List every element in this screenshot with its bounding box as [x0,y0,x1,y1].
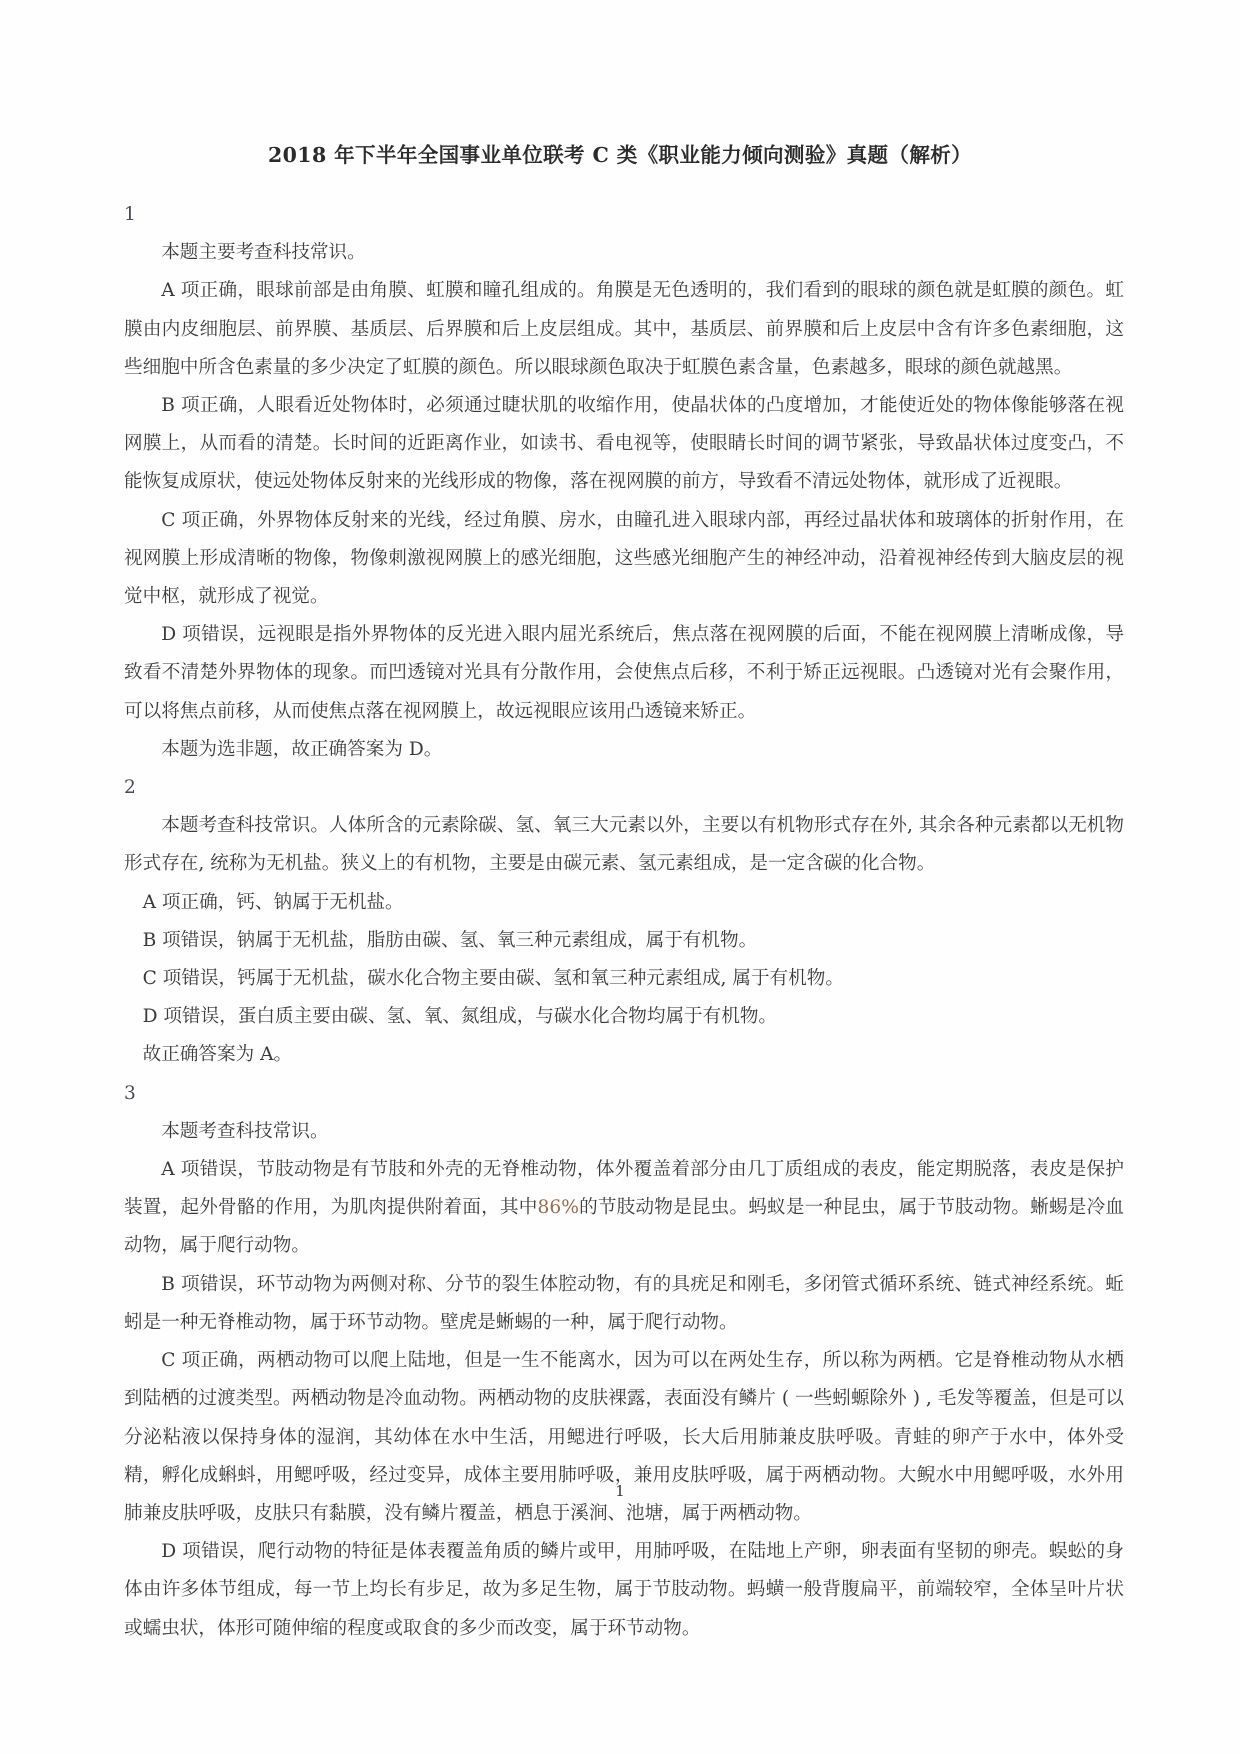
page-number: 1 [615,1482,625,1500]
question-number-3: 3 [124,1082,136,1104]
question-1-option-c: C 项正确，外界物体反射来的光线，经过角膜、房水，由瞳孔进入眼球内部，再经过晶状体和玻璃体的折射作用，在视网膜上形成清晰的物像，物像刺激视网膜上的感光细胞，这些感光细胞产生的神经冲动，沿着视神经传到大脑皮层的视觉中枢，就形成了视觉。 [124,509,1124,608]
question-1-option-a: A 项正确，眼球前部是由角膜、虹膜和瞳孔组成的。角膜是无色透明的，我们看到的眼球的颜色就是虹膜的颜色。虹膜由内皮细胞层、前界膜、基质层、后界膜和后上皮层组成。其中，基质层、前界膜和后上皮层中含有许多色素细胞，这些细胞中所含色素量的多少决定了虹膜的颜色。所以眼球颜色取决于虹膜色素含量，色素越多，眼球的颜色就越黑。 [124,280,1124,378]
page-sheet [110,0,1130,1754]
question-3-option-a [124,1151,1124,1266]
question-3-option-c: C 项正确，两栖动物可以爬上陆地，但是一生不能离水，因为可以在两处生存，所以称为两栖。它是脊椎动物从水栖到陆栖的过渡类型。两栖动物是冷血动物。两栖动物的皮肤裸露，表面没有鳞片 ( 一些蚓螈除外 ) , 毛发等覆盖，但是可以分泌粘液以保持身体的湿润，其幼体在水中生活，用鳃进行呼吸，长大后用肺兼皮肤呼吸。青蛙的卵产于水中，体外受精，孵化成蝌蚪，用鳃呼吸，经过变异，成体主要用肺呼吸，兼用皮肤呼吸，属于两栖动物。大鲵水中用鳃呼吸，水外用肺兼皮肤呼吸，皮肤只有黏膜，没有鳞片覆盖，栖息于溪涧、池塘，属于两栖动物。 [124,1350,1124,1524]
question-2-lead: 本题考查科技常识。人体所含的元素除碳、氢、氧三大元素以外，主要以有机物形式存在外, 其余各种元素都以无机物形式存在, 统称为无机盐。狭义上的有机物，主要是由碳元素、氢元素组成，是一定含碳的化合物。 [124,815,1124,875]
question-1-lead: 本题主要考查科技常识。 [161,242,366,264]
question-3-option-a-after: 的节肢动物是昆虫。蚂蚁是一种昆虫，属于节肢动物。蜥蜴是冷血动物，属于爬行动物。 [124,1197,1124,1257]
question-1-option-b: B 项正确，人眼看近处物体时，必须通过睫状肌的收缩作用，使晶状体的凸度增加，才能使近处的物体像能够落在视网膜上，从而看的清楚。长时间的近距离作业，如读书、看电视等，使眼睛长时间的调节紧张，导致晶状体过度变凸，不能恢复成原状，使远处物体反射来的光线形成的物像，落在视网膜的前方，导致看不清远处物体，就形成了近视眼。 [124,395,1124,493]
question-2-conclusion: 故正确答案为 A。 [142,1044,293,1066]
question-2-option-c: C 项错误，钙属于无机盐，碳水化合物主要由碳、氢和氧三种元素组成, 属于有机物。 [142,968,844,990]
question-2-option-d: D 项错误，蛋白质主要由碳、氢、氧、氮组成，与碳水化合物均属于有机物。 [142,1006,778,1028]
question-number-2: 2 [124,777,136,799]
question-number-1: 1 [124,204,136,225]
percent-highlight: 86% [537,1197,579,1219]
document-body [124,196,1124,1648]
question-3-option-b: B 项错误，环节动物为两侧对称、分节的裂生体腔动物，有的具疣足和刚毛，多闭管式循环系统、链式神经系统。蚯蚓是一种无脊椎动物，属于环节动物。壁虎是蜥蜴的一种，属于爬行动物。 [124,1273,1124,1333]
question-3-option-d: D 项错误，爬行动物的特征是体表覆盖角质的鳞片或甲，用肺呼吸，在陆地上产卵，卵表面有坚韧的卵壳。蜈蚣的身体由许多体节组成，每一节上均长有步足，故为多足生物，属于节肢动物。蚂蟥一般背腹扁平，前端较窄，全体呈叶片状或蠕虫状，体形可随伸缩的程度或取食的多少而改变，属于环节动物。 [124,1541,1124,1639]
question-1-conclusion: 本题为选非题，故正确答案为 D。 [161,738,443,760]
question-2-option-b: B 项错误，钠属于无机盐，脂肪由碳、氢、氧三种元素组成，属于有机物。 [142,929,758,951]
page-title: 2018 年下半年全国事业单位联考 C 类《职业能力倾向测验》真题（解析） [267,143,973,167]
question-2-option-a: A 项正确，钙、钠属于无机盐。 [142,891,404,913]
question-3-option-a-before: A 项错误，节肢动物是有节肢和外壳的无脊椎动物，体外覆盖着部分由几丁质组成的表皮，能定期脱落，表皮是保护装置，起外骨骼的作用，为肌肉提供附着面，其中 [124,1159,1124,1219]
question-1-option-d: D 项错误，远视眼是指外界物体的反光进入眼内屈光系统后，焦点落在视网膜的后面，不能在视网膜上清晰成像，导致看不清楚外界物体的现象。而凹透镜对光具有分散作用，会使焦点后移，不利于矫正远视眼。凸透镜对光有会聚作用，可以将焦点前移，从而使焦点落在视网膜上，故远视眼应该用凸透镜来矫正。 [124,624,1124,722]
question-3-lead: 本题考查科技常识。 [161,1120,329,1142]
